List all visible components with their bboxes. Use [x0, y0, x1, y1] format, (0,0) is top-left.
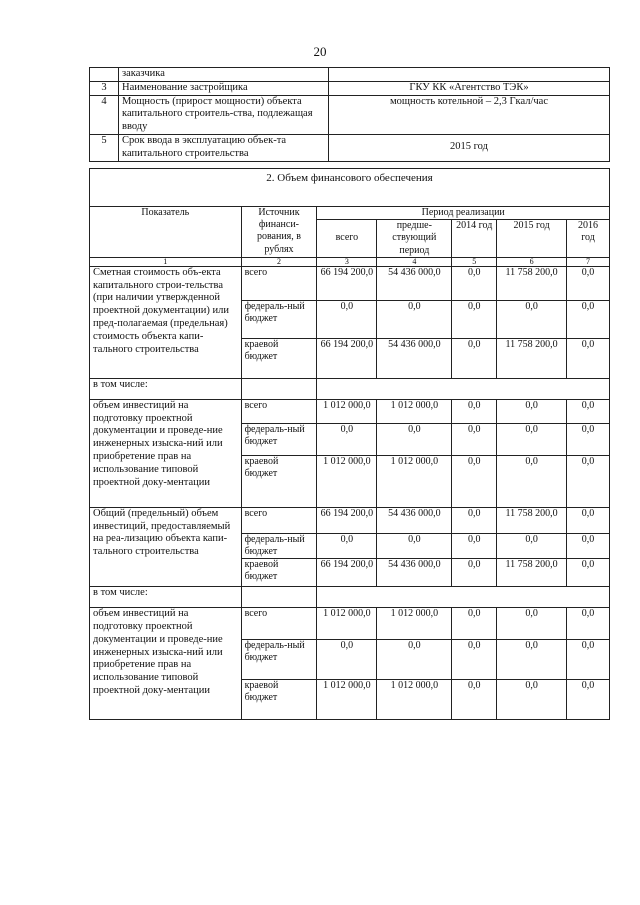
amount-cell: 0,0 [497, 533, 567, 558]
commissioning-year: 2015 год [329, 134, 610, 161]
amount-cell: 1 012 000,0 [317, 399, 377, 423]
including-label: в том числе: [90, 587, 242, 608]
col-number: 1 [90, 257, 242, 266]
amount-cell: 0,0 [452, 300, 497, 338]
col-number: 2 [241, 257, 317, 266]
amount-cell: 0,0 [452, 455, 497, 507]
amount-cell: 54 436 000,0 [377, 559, 452, 587]
row-label: Мощность (прирост мощности) объекта капитального строитель-ства, подлежащая вводу [119, 95, 329, 134]
amount-cell: 11 758 200,0 [497, 338, 567, 378]
amount-cell: 0,0 [567, 507, 610, 533]
amount-cell: 0,0 [317, 423, 377, 455]
amount-cell: 66 194 200,0 [317, 338, 377, 378]
amount-cell: 0,0 [497, 608, 567, 640]
amount-cell: 0,0 [317, 533, 377, 558]
amount-cell: 66 194 200,0 [317, 559, 377, 587]
amount-cell: 0,0 [567, 455, 610, 507]
amount-cell: 0,0 [567, 266, 610, 300]
table-row [90, 399, 610, 423]
amount-cell: 0,0 [452, 338, 497, 378]
amount-cell: 66 194 200,0 [317, 507, 377, 533]
indicator-label: Сметная стоимость объ-екта капитального строи-тельства (при наличии утвержденной проектной документации) или пред-полагаемая (предельная) стоимость объекта капи-тального строительства [90, 266, 242, 378]
source-label: всего [241, 507, 317, 533]
source-label: федераль-ный бюджет [241, 300, 317, 338]
page-number: 20 [313, 44, 327, 59]
amount-cell: 54 436 000,0 [377, 507, 452, 533]
amount-cell: 0,0 [377, 533, 452, 558]
row-value [329, 68, 610, 82]
amount-cell: 0,0 [452, 533, 497, 558]
row-number [90, 68, 119, 82]
column-numbers-row [90, 257, 610, 266]
empty-cell [317, 587, 610, 608]
empty-cell [241, 378, 317, 399]
table-row [90, 608, 610, 640]
amount-cell: 0,0 [377, 423, 452, 455]
table-row [90, 507, 610, 533]
header-previous: предше-ствующий период [377, 220, 452, 258]
table-row [90, 266, 610, 300]
amount-cell: 0,0 [317, 300, 377, 338]
amount-cell: 1 012 000,0 [317, 455, 377, 507]
amount-cell: 66 194 200,0 [317, 266, 377, 300]
indicator-label: объем инвестиций на подготовку проектной документации и проведе-ние инженерных изыска-ний или приобретение прав на использование типовой проектной доку-ментации [90, 608, 242, 720]
amount-cell: 0,0 [377, 300, 452, 338]
amount-cell: 0,0 [497, 423, 567, 455]
finance-table [89, 168, 610, 720]
source-label: федераль-ный бюджет [241, 423, 317, 455]
amount-cell: 0,0 [452, 266, 497, 300]
table-row [90, 134, 610, 161]
amount-cell: 11 758 200,0 [497, 507, 567, 533]
amount-cell: 0,0 [452, 559, 497, 587]
header-source: Источник финанси-рования, в рублях [241, 207, 317, 258]
amount-cell: 1 012 000,0 [377, 399, 452, 423]
col-number: 4 [377, 257, 452, 266]
including-row [90, 378, 610, 399]
amount-cell: 0,0 [567, 640, 610, 680]
row-number: 4 [90, 95, 119, 134]
amount-cell: 0,0 [452, 399, 497, 423]
source-label: всего [241, 266, 317, 300]
header-2015: 2015 год [497, 220, 567, 258]
amount-cell: 0,0 [567, 608, 610, 640]
amount-cell: 0,0 [497, 399, 567, 423]
empty-cell [241, 587, 317, 608]
amount-cell: 54 436 000,0 [377, 338, 452, 378]
amount-cell: 0,0 [497, 640, 567, 680]
empty-cell [317, 378, 610, 399]
row-label: Наименование застройщика [119, 81, 329, 95]
capacity-value: мощность котельной – 2,3 Гкал/час [329, 95, 610, 134]
section-title: 2. Объем финансового обеспечения [90, 169, 610, 207]
amount-cell: 0,0 [377, 640, 452, 680]
table-row [90, 68, 610, 82]
source-label: краевой бюджет [241, 559, 317, 587]
amount-cell: 0,0 [567, 533, 610, 558]
amount-cell: 0,0 [452, 640, 497, 680]
table-row [90, 81, 610, 95]
row-number: 5 [90, 134, 119, 161]
amount-cell: 11 758 200,0 [497, 266, 567, 300]
amount-cell: 0,0 [497, 680, 567, 720]
source-label: краевой бюджет [241, 680, 317, 720]
amount-cell: 0,0 [567, 399, 610, 423]
amount-cell: 0,0 [567, 300, 610, 338]
header-total: всего [317, 220, 377, 258]
passport-table [89, 67, 610, 162]
amount-cell: 1 012 000,0 [377, 608, 452, 640]
amount-cell: 1 012 000,0 [317, 680, 377, 720]
source-label: краевой бюджет [241, 455, 317, 507]
amount-cell: 1 012 000,0 [377, 455, 452, 507]
amount-cell: 0,0 [497, 300, 567, 338]
amount-cell: 0,0 [452, 507, 497, 533]
header-2014: 2014 год [452, 220, 497, 258]
indicator-label: объем инвестиций на подготовку проектной документации и проведе-ние инженерных изыска-ний или приобретение прав на использование типовой проектной доку-ментации [90, 399, 242, 507]
amount-cell: 1 012 000,0 [377, 680, 452, 720]
amount-cell: 0,0 [567, 559, 610, 587]
header-period: Период реализации [317, 207, 610, 220]
finance-body [90, 266, 610, 719]
col-number: 3 [317, 257, 377, 266]
source-label: краевой бюджет [241, 338, 317, 378]
col-number: 7 [567, 257, 610, 266]
amount-cell: 0,0 [452, 680, 497, 720]
row-label: Срок ввода в эксплуатацию объек-та капитального строительства [119, 134, 329, 161]
including-row [90, 587, 610, 608]
developer-name: ГКУ КК «Агентство ТЭК» [329, 81, 610, 95]
amount-cell: 0,0 [567, 680, 610, 720]
amount-cell: 11 758 200,0 [497, 559, 567, 587]
indicator-label: Общий (предельный) объем инвестиций, предоставляемый на реа-лизацию объекта капи-тального строительства [90, 507, 242, 586]
row-label: заказчика [119, 68, 329, 82]
amount-cell: 0,0 [452, 608, 497, 640]
amount-cell: 0,0 [497, 455, 567, 507]
amount-cell: 0,0 [567, 338, 610, 378]
col-number: 5 [452, 257, 497, 266]
header-indicator: Показатель [90, 207, 242, 258]
table-row [90, 95, 610, 134]
amount-cell: 0,0 [317, 640, 377, 680]
source-label: всего [241, 608, 317, 640]
amount-cell: 1 012 000,0 [317, 608, 377, 640]
row-number: 3 [90, 81, 119, 95]
col-number: 6 [497, 257, 567, 266]
source-label: федераль-ный бюджет [241, 533, 317, 558]
source-label: всего [241, 399, 317, 423]
including-label: в том числе: [90, 378, 242, 399]
source-label: федераль-ный бюджет [241, 640, 317, 680]
amount-cell: 54 436 000,0 [377, 266, 452, 300]
amount-cell: 0,0 [567, 423, 610, 455]
amount-cell: 0,0 [452, 423, 497, 455]
header-2016: 2016 год [567, 220, 610, 258]
